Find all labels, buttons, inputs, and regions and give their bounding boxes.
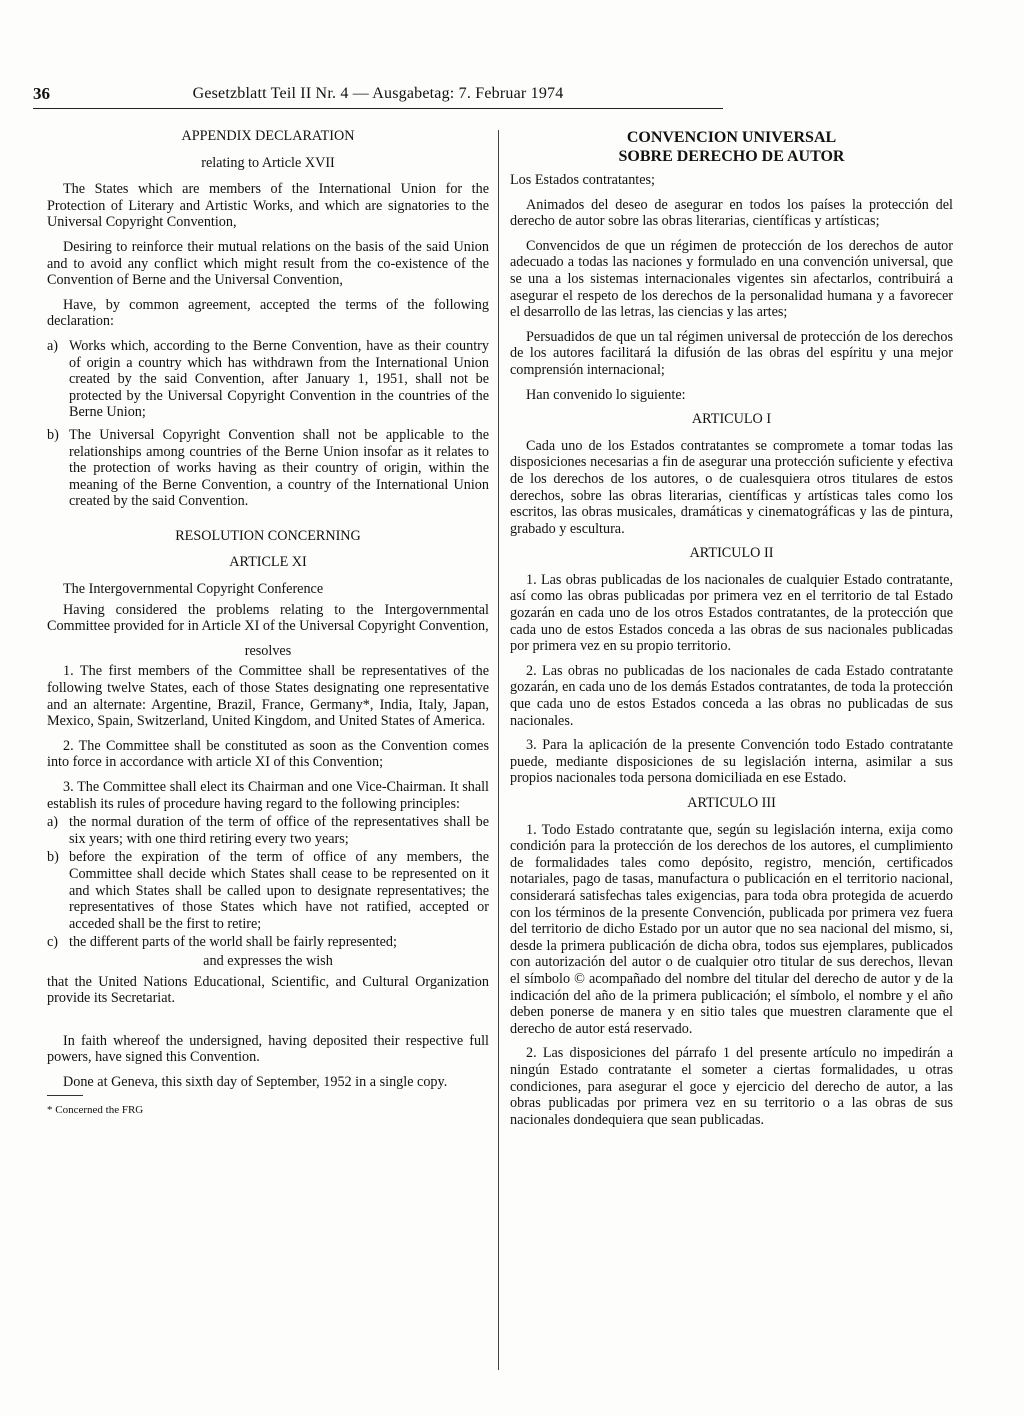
right-paragraph-5: Han convenido lo siguiente:: [526, 386, 686, 403]
item-text: before the expiration of the term of office of any members, the Committee shall decide which States shall cease to be represented on it and which States shall be called upon to designate representatives; the representatives of those States which have not ratified, accepted or acceded shall be the first to retire;: [69, 849, 489, 932]
left-paragraph-2: Desiring to reinforce their mutual relations on the basis of the said Union and to avoid any conflict which might result from the co-existence of the Convention of Berne and the Universal Convention,: [47, 238, 489, 289]
left-paragraph-9: that the United Nations Educational, Scientific, and Cultural Organization provide its Secretariat.: [47, 973, 489, 1007]
right-paragraph-4: Persuadidos de que un tal régimen universal de protección de los derechos de los autores facilitará la difusión de las obras del espíritu y una mejor comprensión internacional;: [510, 328, 953, 378]
right-column: [510, 128, 953, 1136]
principle-item-c: [47, 934, 489, 951]
left-paragraph-8: 3. The Committee shall elect its Chairman and one Vice-Chairman. It shall establish its rules of procedure having regard to the following principles:: [47, 779, 489, 812]
left-paragraph-11: Done at Geneva, this sixth day of September, 1952 in a single copy.: [63, 1073, 448, 1090]
page-number: 36: [33, 84, 50, 103]
right-paragraph-3: Convencidos de que un régimen de protección de los derechos de autor adecuado a todas las naciones y formulado en una convención universal, que se una a los sistemas internacionales vigentes sin afectarlos, contribuirá a asegurar el respeto de los derechos de la personalidad humana y a favorecer el desarrollo de las letras, las ciencias y las artes;: [510, 237, 953, 321]
item-label: b): [47, 426, 59, 443]
right-paragraph-2: Animados del deseo de asegurar en todos los países la protección del derecho de autor sobre las obras literarias, científicas y artísticas;: [510, 196, 953, 230]
declaration-item-b: [47, 427, 489, 510]
articulo-2-paragraph-3: 3. Para la aplicación de la presente Convención todo Estado contratante puede, mediante disposiciones de su legislación interna, asimilar a sus propios nacionales toda persona domiciliada en ese Estado.: [510, 737, 953, 787]
articulo-2-paragraph-2: 2. Las obras no publicadas de los nacionales de cada Estado contratante gozarán, en cada uno de los demás Estados contratantes, de toda la protección que cada uno de estos Estados conceda a las obras no publicadas de sus nacionales.: [510, 662, 953, 729]
resolution-title: RESOLUTION CONCERNING: [175, 527, 361, 544]
item-label: a): [47, 814, 59, 831]
resolution-subtitle: ARTICLE XI: [229, 554, 307, 571]
left-column: [47, 128, 489, 1118]
principle-item-a: [47, 814, 489, 847]
left-paragraph-3: Have, by common agreement, accepted the terms of the following declaration:: [47, 296, 489, 330]
articulo-2-paragraph-1: 1. Las obras publicadas de los nacionales de cualquier Estado contratante, así como las obras publicadas por primera vez en el territorio de tal Estado gozarán en cada uno de los otros Estados contratantes, de la protección que cada uno de estos Estados conceda a las obras de sus nacionales publicadas por primera vez en su propio territorio.: [510, 571, 953, 655]
wish-line: and expresses the wish: [203, 952, 333, 969]
item-label: b): [47, 849, 59, 866]
item-text: Works which, according to the Berne Convention, have as their country of origin a country which has withdrawn from the International Union created by the said Convention, after January 1, 1951, shall not be protected by the Universal Copyright Convention in the countries of the Berne Union;: [69, 337, 489, 421]
left-paragraph-7: 2. The Committee shall be constituted as soon as the Convention comes into force in accordance with article XI of this Convention;: [47, 737, 489, 771]
convention-title-line-1: CONVENCION UNIVERSAL: [626, 129, 837, 146]
left-paragraph-4: The Intergovernmental Copyright Conference: [63, 581, 324, 598]
appendix-subtitle: relating to Article XVII: [201, 154, 335, 171]
item-label: a): [47, 337, 59, 354]
left-paragraph-1: The States which are members of the International Union for the Protection of Literary and Artistic Works, and which are signatories to the Universal Copyright Convention,: [47, 181, 489, 231]
column-divider: [498, 130, 499, 1370]
convention-title-line-2: SOBRE DERECHO DE AUTOR: [618, 148, 845, 165]
footnote-rule: [47, 1095, 83, 1096]
articulo-3-paragraph-1: 1. Todo Estado contratante que, según su legislación interna, exija como condición para la protección de los derechos de los autores, el cumplimiento de formalidades tales como depósito, registro, mención, certificados notariales, pago de tasas, manufactura o publicación en el territorio nacional, considerará satisfechas tales exigencias, para toda obra protegida de acuerdo con los términos de la presente Convención, publicada por primera vez fuera del territorio de dicho Estado por un autor que no sea nacional del mismo, si, desde la primera publicación de dicha obra, todos sus ejemplares, publicados con autorización del autor o de cualquier otro titular de sus derechos, llevan el símbolo © acompañado del nombre del titular del derecho de autor y de la indicación del año de la primera publicación; el símbolo, el nombre y el año deben ponerse de manera y en sitio tales que muestren claramente que el derecho de autor está reservado.: [510, 821, 953, 1037]
item-text: the different parts of the world shall be fairly represented;: [69, 934, 397, 951]
articulo-1-title: ARTICULO I: [691, 411, 772, 428]
right-paragraph-1: Los Estados contratantes;: [510, 172, 655, 188]
footnote: * Concerned the FRG: [47, 1103, 144, 1116]
left-paragraph-6: 1. The first members of the Committee shall be representatives of the following twelve States, each of those States designating one representative and an alternate: Argentine, Brazil, France, Germany*, India, Italy, Japan, Mexico, Spain, Switzerland, United Kingdom, and United States of America.: [47, 663, 489, 730]
resolves-heading: resolves: [244, 642, 292, 659]
page-header: [33, 84, 723, 109]
item-label: c): [47, 934, 59, 951]
header-title: Gesetzblatt Teil II Nr. 4 — Ausgabetag: 7. Februar 1974: [192, 85, 564, 102]
declaration-item-a: [47, 338, 489, 421]
articulo-3-paragraph-2: 2. Las disposiciones del párrafo 1 del presente artículo no impedirán a ningún Estado contratante el someter a ciertas formalidades, u otras condiciones, para asegurar el goce y ejercicio del derecho de autor, a las obras publicadas por primera vez en su territorio o a las obras de sus nacionales dondequiera que sean publicadas.: [510, 1045, 953, 1128]
principle-item-b: [47, 849, 489, 932]
articulo-3-title: ARTICULO III: [687, 795, 776, 811]
convention-title: [510, 128, 953, 166]
appendix-title: APPENDIX DECLARATION: [181, 128, 355, 144]
item-text: the normal duration of the term of office of the representatives shall be six years; with one third retiring every two years;: [69, 814, 489, 847]
left-paragraph-5: Having considered the problems relating to the Intergovernmental Committee provided for in Article XI of the Universal Copyright Convention,: [47, 601, 489, 635]
articulo-1-paragraph: Cada uno de los Estados contratantes se compromete a tomar todas las disposiciones necesarias a fin de asegurar una protección suficiente y efectiva de los derechos de los autores, o de cualesquiera otros titulares de estos derechos, sobre las obras literarias, científicas y artísticas tales como los escritos, las obras musicales, dramáticas y cinematográficas y las de pintura, grabado y escultura.: [510, 437, 953, 537]
articulo-2-title: ARTICULO II: [689, 545, 774, 562]
left-paragraph-10: In faith whereof the undersigned, having deposited their respective full powers, have signed this Convention.: [47, 1032, 489, 1066]
item-text: The Universal Copyright Convention shall not be applicable to the relationships among countries of the Berne Union insofar as it relates to the protection of works having as their country of origin, within the meaning of the Berne Convention, a country of the International Union created by the said Convention.: [69, 426, 489, 510]
